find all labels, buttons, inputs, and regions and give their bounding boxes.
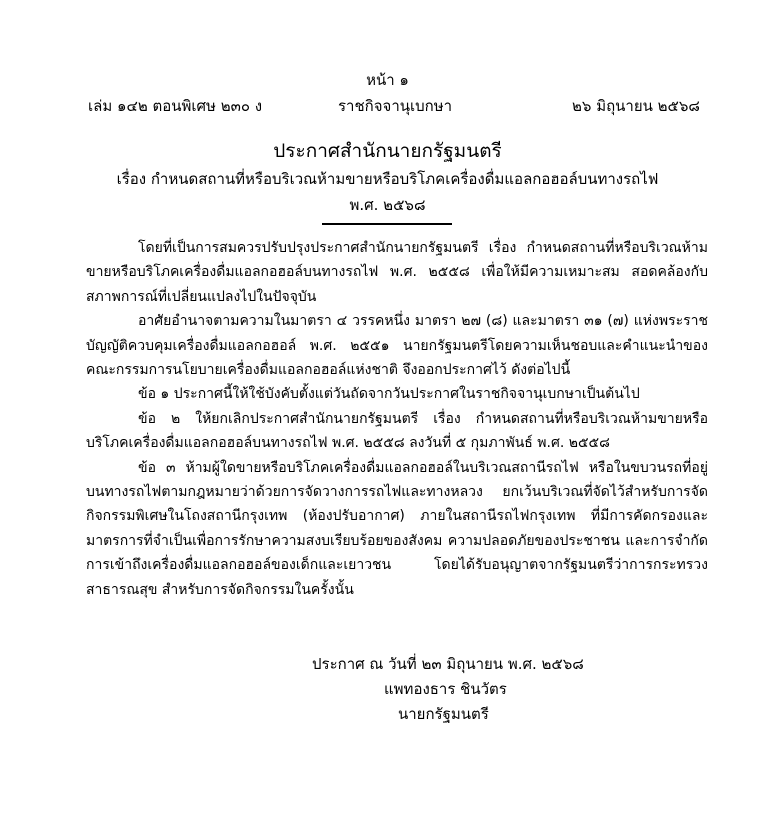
gazette-publication-name: ราชกิจจานุเบกษา: [338, 97, 453, 115]
title-divider: [322, 223, 452, 225]
signatory-position: นายกรัฐมนตรี: [398, 705, 489, 723]
announcement-body: [86, 236, 708, 602]
preamble-paragraph: โดยที่เป็นการสมควรปรับปรุงประกาศสำนักนายกรัฐมนตรี เรื่อง กำหนดสถานที่หรือบริเวณห้ามขายหรือบริโภคเครื่องดื่มแอลกอฮอล์บนทางรถไฟ พ.ศ. ๒๕๕๘ เพื่อให้มีความเหมาะสม สอดคล้องกับสภาพการณ์ที่เปลี่ยนแปลงไปในปัจจุบัน: [86, 240, 708, 305]
gazette-volume-issue: เล่ม ๑๔๒ ตอนพิเศษ ๒๓๐ ง: [88, 97, 263, 115]
clause-1: ข้อ ๑ ประกาศนี้ให้ใช้บังคับตั้งแต่วันถัดจากวันประกาศในราชกิจจานุเบกษาเป็นต้นไป: [138, 386, 640, 403]
signature-block: [312, 652, 584, 727]
clause-3: ข้อ ๓ ห้ามผู้ใดขายหรือบริโภคเครื่องดื่มแอลกอฮอล์ในบริเวณสถานีรถไฟ หรือในขบวนรถที่อยู่บนทางรถไฟตามกฎหมายว่าด้วยการจัดวางการรถไฟและทางหลวง ยกเว้นบริเวณที่จัดไว้สำหรับการจัดกิจกรรมพิเศษในโถงสถานีกรุงเทพ (ห้องปรับอากาศ) ภายในสถานีรถไฟกรุงเทพ ที่มีการคัดกรองและมาตรการที่จำเป็นเพื่อการรักษาความสงบเรียบร้อยของสังคม ความปลอดภัยของประชาชน และการจำกัดการเข้าถึงเครื่องดื่มแอลกอฮอล์ของเด็กและเยาวชน โดยได้รับอนุญาตจากรัฐมนตรีว่าการกระทรวงสาธารณสุข สำหรับการจัดกิจกรรมในครั้งนั้น: [86, 459, 708, 598]
announcement-date-line: ประกาศ ณ วันที่ ๒๓ มิถุนายน พ.ศ. ๒๕๖๘: [312, 655, 584, 673]
clause-2: ข้อ ๒ ให้ยกเลิกประกาศสำนักนายกรัฐมนตรี เรื่อง กำหนดสถานที่หรือบริเวณห้ามขายหรือบริโภคเครื่องดื่มแอลกอฮอล์บนทางรถไฟ พ.ศ. ๒๕๕๘ ลงวันที่ ๕ กุมภาพันธ์ พ.ศ. ๒๕๕๘: [86, 410, 708, 452]
gazette-header-row: [88, 94, 700, 114]
gazette-page-number: หน้า ๑: [366, 71, 409, 89]
gazette-date: ๒๖ มิถุนายน ๒๕๖๘: [572, 97, 700, 115]
announcement-year: พ.ศ. ๒๕๖๘: [349, 196, 426, 214]
announcement-subject: เรื่อง กำหนดสถานที่หรือบริเวณห้ามขายหรือบริโภคเครื่องดื่มแอลกอฮอล์บนทางรถไฟ: [116, 170, 659, 188]
authority-paragraph: อาศัยอำนาจตามความในมาตรา ๔ วรรคหนึ่ง มาตรา ๒๗ (๘) และมาตรา ๓๑ (๗) แห่งพระราชบัญญัติควบคุมเครื่องดื่มแอลกอฮอล์ พ.ศ. ๒๕๕๑ นายกรัฐมนตรีโดยความเห็นชอบและคำแนะนำของคณะกรรมการนโยบายเครื่องดื่มแอลกอฮอล์แห่งชาติ จึงออกประกาศไว้ ดังต่อไปนี้: [86, 313, 708, 379]
announcement-title: ประกาศสำนักนายกรัฐมนตรี: [273, 140, 502, 162]
signatory-name: แพทองธาร ชินวัตร: [384, 680, 507, 698]
